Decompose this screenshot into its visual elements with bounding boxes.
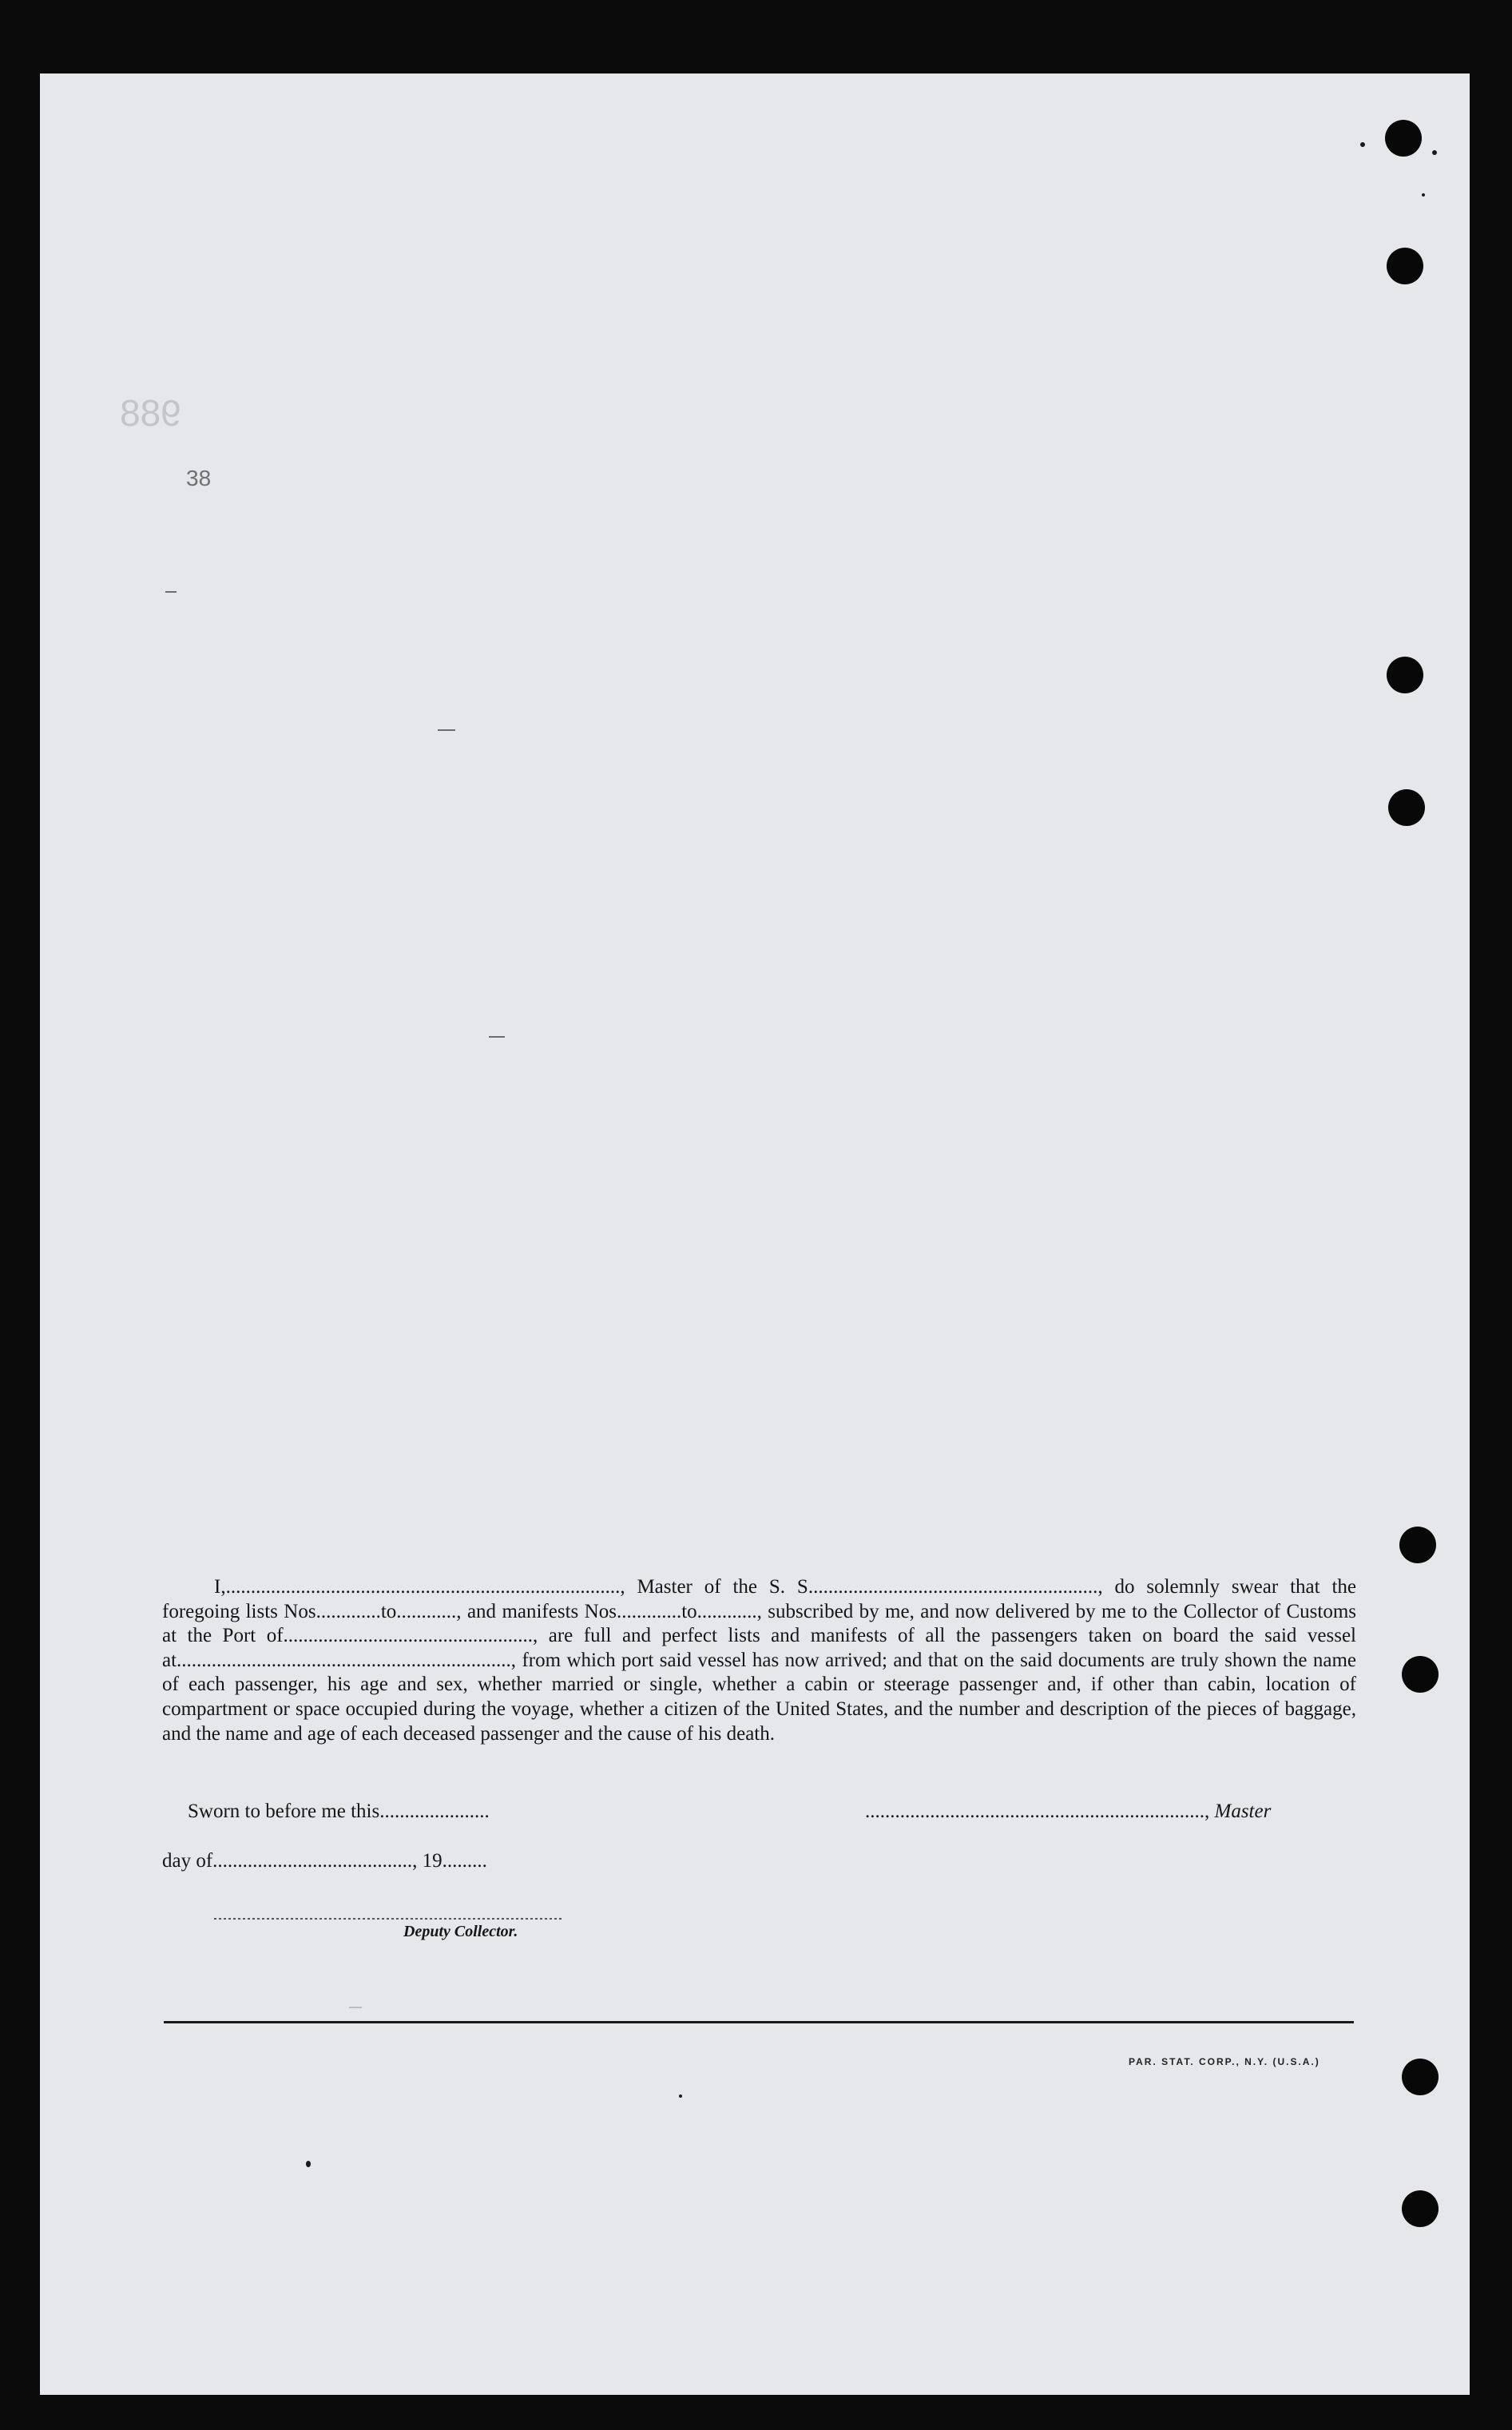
deputy-signature-line [214,1918,564,1920]
stray-mark [438,729,455,731]
speck [306,2161,311,2167]
oath-text: I,..............................................................................., Master of the S. S.........................................................., do solemnly swear that the foregoing lists Nos.............to............, and manifests Nos.............to............, subscribed by me, and now delivered by me to the Collector of Customs at the Port of.................................................., are full and perfect lists and manifests of all the passengers taken on board the said vessel at..................................................................., from which port said vessel has now arrived; and that on the said documents are truly shown the name of each passenger, his age and sex, whether married or single, whether a cabin or steerage passenger and, if other than cabin, location of compartment or space occupied during the voyage, whether a citizen of the United States, and the number and description of the pieces of baggage, and the name and age of each deceased passenger and the cause of his death. [162,1576,1356,1745]
printer-imprint: PAR. STAT. CORP., N.Y. (U.S.A.) [1129,2056,1320,2067]
speck [1360,142,1365,147]
manifest-sheet [40,73,1470,2395]
punch-hole [1402,2059,1439,2095]
deputy-collector-label: Deputy Collector. [403,1923,518,1940]
punch-hole [1387,248,1423,284]
punch-hole [1385,120,1422,157]
stray-mark [489,1036,505,1038]
punch-hole [1402,1656,1439,1693]
punch-hole [1402,2190,1439,2227]
punch-hole [1388,789,1425,826]
master-oath [162,1575,1356,1746]
master-label: Master [1214,1801,1272,1822]
speck [679,2094,682,2098]
speck [1432,150,1437,155]
day-of-line: day of........................................, 19......... [162,1850,487,1872]
master-signature-line [865,1801,1271,1823]
faint-mark: 38 [186,466,212,490]
bottom-rule [164,2021,1354,2023]
master-dots: ...................................................................., [865,1801,1215,1822]
stray-mark [349,2007,362,2008]
stray-mark [165,591,177,593]
speck [1422,193,1425,197]
punch-hole [1399,1527,1436,1563]
punch-hole [1387,657,1423,693]
faint-number: 988 [120,392,181,434]
sworn-line: Sworn to before me this...................... [188,1801,490,1822]
